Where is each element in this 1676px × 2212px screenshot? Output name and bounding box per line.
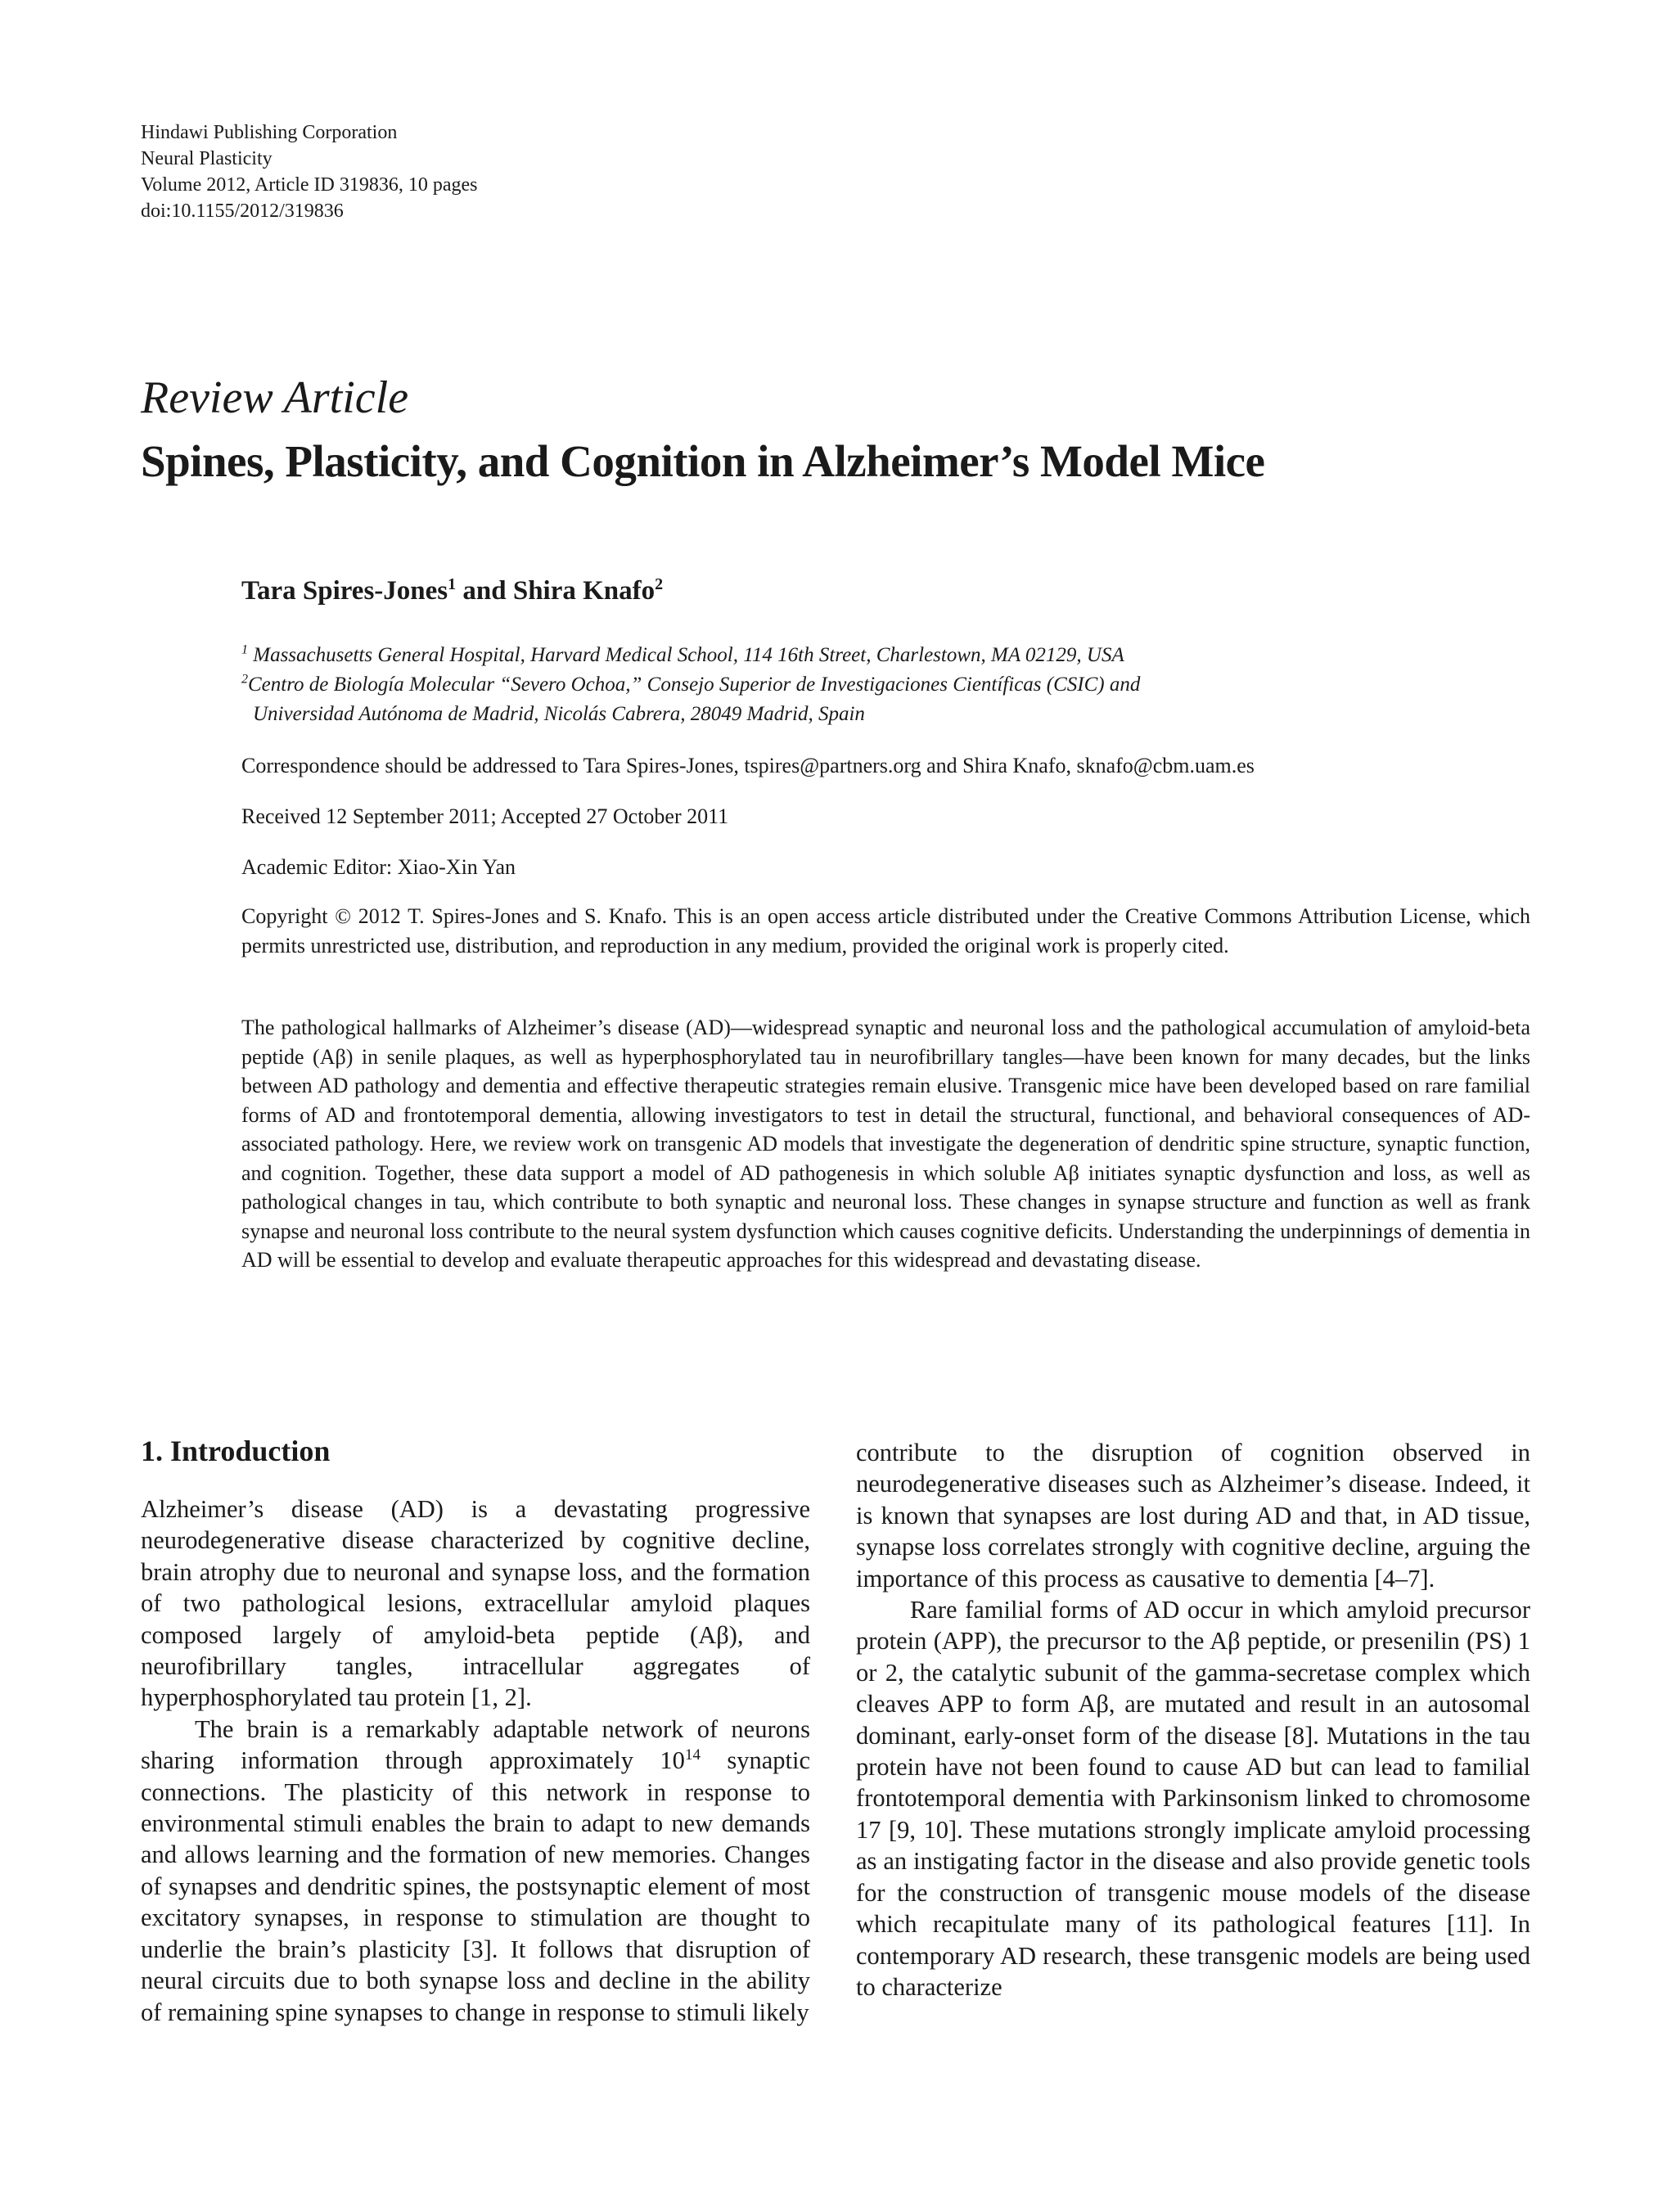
journal-header	[141, 119, 478, 224]
author-conjunction: and	[456, 576, 513, 606]
copyright-notice: Copyright © 2012 T. Spires-Jones and S. Knafo. This is an open access article distributed under the Creative Commons Attribution License, which permits unrestricted use, distribution, and reproduction in any medium, provided the original work is properly cited.	[241, 904, 1530, 957]
affiliation-marker: 2	[655, 575, 664, 593]
affiliation-2	[241, 670, 1551, 700]
right-column	[856, 1437, 1530, 2003]
article-type: Review Article	[141, 372, 409, 423]
affiliation-marker: 2	[241, 672, 248, 687]
paragraph: Alzheimer’s disease (AD) is a devastating progressive neurodegenerative disease characterized by cognitive decline, brain atrophy due to neuronal and synapse loss, and the formation of two pathological lesions, extracellular amyloid plaques composed largely of amyloid-beta peptide (Aβ), and neurofibrillary tangles, intracellular aggregates of hyperphosphorylated tau protein [1, 2].	[141, 1495, 810, 1712]
affiliation-2-continued: Universidad Autónoma de Madrid, Nicolás Cabrera, 28049 Madrid, Spain	[253, 703, 865, 725]
affiliation-text: Massachusetts General Hospital, Harvard Medical School, 114 16th Street, Charlestown, MA 02129, USA	[253, 644, 1124, 666]
abstract: The pathological hallmarks of Alzheimer’s disease (AD)—widespread synaptic and neuronal loss and the pathological accumulation of amyloid-beta peptide (Aβ) in senile plaques, as well as hyperphosphorylated tau in neurofibrillary tangles—have been known for many decades, but the links between AD pathology and dementia and effective therapeutic strategies remain elusive. Transgenic mice have been developed based on rare familial forms of AD and frontotemporal dementia, allowing investigators to test in detail the structural, functional, and behavioral consequences of AD-associated pathology. Here, we review work on transgenic AD models that investigate the degeneration of dendritic spine structure, synaptic function, and cognition. Together, these data support a model of AD pathogenesis in which soluble Aβ initiates synaptic dysfunction and loss, as well as pathological changes in tau, which contribute to both synaptic and neuronal loss. These changes in synapse structure and function as well as frank synapse and neuronal loss contribute to the neural system dysfunction which causes cognitive deficits. Understanding the underpinnings of dementia in AD will be essential to develop and evaluate therapeutic approaches for this widespread and devastating disease.	[241, 1016, 1530, 1272]
author-name: Tara Spires-Jones	[241, 576, 448, 606]
affiliation-1	[241, 641, 1551, 670]
article-title: Spines, Plasticity, and Cognition in Alzheimer’s Model Mice	[141, 436, 1265, 486]
author-list	[241, 576, 663, 606]
affiliation-marker: 1	[448, 575, 457, 593]
paragraph: contribute to the disruption of cognition observed in neurodegenerative diseases such as Alzheimer’s disease. Indeed, it is known that synapses are lost during AD and that, in AD tissue, synapse loss correlates strongly with cognitive decline, arguing the importance of this process as causative to dementia [4–7].	[856, 1439, 1530, 1593]
paragraph: Rare familial forms of AD occur in which amyloid precursor protein (APP), the precursor to the Aβ peptide, or presenilin (PS) 1 or 2, the catalytic subunit of the gamma-secretase complex which cleaves APP to form Aβ, are mutated and result in an autosomal dominant, early-onset form of the disease [8]. Mutations in the tau protein have not been found to cause AD but can lead to familial frontotemporal dementia with Parkinsonism linked to chromosome 17 [9, 10]. These mutations strongly implicate amyloid processing as an instigating factor in the disease and also provide genetic tools for the construction of transgenic mouse models of the disease which recapitulate many of its pathological features [11]. In contemporary AD research, these transgenic models are being used to characterize	[856, 1596, 1530, 2001]
paragraph-text: synaptic connections. The plasticity of this network in response to environmental stimuli enables the brain to adapt to new demands and allows learning and the formation of new memories. Changes of synapses and dendritic spines, the postsynaptic element of most excitatory synapses, in response to stimulation are thought to underlie the brain’s plasticity [3]. It follows that disruption of neural circuits due to both synapse loss and decline in the ability of remaining spine synapses to change in response to stimuli likely	[141, 1746, 810, 2026]
section-heading: 1. Introduction	[141, 1435, 331, 1467]
journal-name: Neural Plasticity	[141, 148, 273, 169]
received-accepted-dates: Received 12 September 2011; Accepted 27 October 2011	[241, 804, 729, 828]
affiliation-marker: 1	[241, 642, 248, 657]
doi[interactable]: doi:10.1155/2012/319836	[141, 200, 344, 222]
volume-info: Volume 2012, Article ID 319836, 10 pages	[141, 174, 478, 196]
publisher-name: Hindawi Publishing Corporation	[141, 122, 398, 143]
paragraph-text: The brain is a remarkably adaptable network of neurons sharing information through approximately 10	[141, 1714, 810, 1775]
correspondence: Correspondence should be addressed to Tara Spires-Jones, tspires@partners.org and Shira Knafo, sknafo@cbm.uam.es	[241, 754, 1255, 777]
author-name: Shira Knafo	[512, 576, 656, 606]
affiliations	[241, 641, 1551, 729]
paragraph	[141, 1714, 810, 2028]
affiliation-text: Centro de Biología Molecular “Severo Ochoa,” Consejo Superior de Investigaciones Científicas (CSIC) and	[248, 674, 1141, 696]
left-column	[141, 1493, 810, 2028]
academic-editor: Academic Editor: Xiao-Xin Yan	[241, 855, 516, 879]
superscript: 14	[684, 1746, 701, 1764]
